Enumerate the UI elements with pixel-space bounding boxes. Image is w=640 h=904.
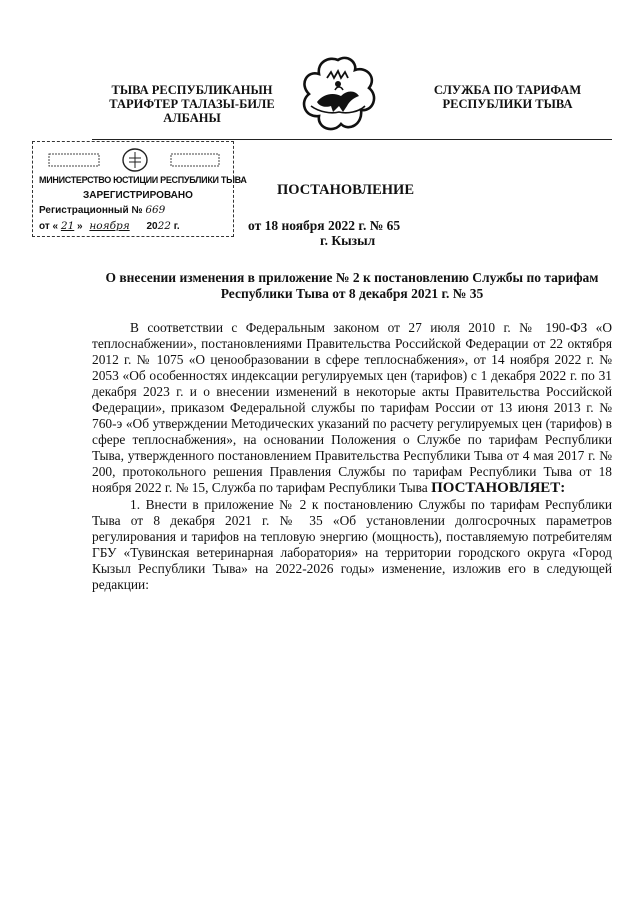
stamp-date-year: 22 <box>157 220 171 232</box>
stamp-emblem-icon <box>47 148 223 172</box>
stamp-registered: ЗАРЕГИСТРИРОВАНО <box>83 190 193 201</box>
tuva-emblem-icon <box>297 56 379 136</box>
stamp-reg-value: 669 <box>145 204 166 216</box>
item-1-paragraph: 1. Внести в приложение № 2 к постановлению Службы по тарифам Республики Тыва от 8 декабря 2021 г. № 35 «Об установлении долгосрочных параметров регулирования и тарифов на тепловую энергию (мощность), поставляемую потребителям ГБУ «Тувинская ветеринарная лаборатория» на территории городского округа «Город Кызыл Республики Тыва» на 2022-2026 годы» изменение, изложив его в следующей редакции: <box>92 496 612 592</box>
document-body <box>92 320 612 593</box>
decree-word: ПОСТАНОВЛЯЕТ: <box>431 480 566 497</box>
stamp-reg-label: Регистрационный № <box>39 205 143 216</box>
header-right-line: СЛУЖБА ПО ТАРИФАМ <box>433 83 582 97</box>
stamp-reg-number <box>39 204 165 216</box>
stamp-date-day: 21 <box>60 220 75 232</box>
stamp-date-mid: » <box>77 221 83 232</box>
header-left-line: АЛБАНЫ <box>163 111 221 125</box>
stamp-date-suffix: г. <box>173 221 180 232</box>
document-subject: О внесении изменения в приложение № 2 к постановлению Службы по тарифам Республики Тыва от 8 декабря 2021 г. № 35 <box>105 270 599 301</box>
header-left-title <box>92 83 292 125</box>
header-left-line: ТЫВА РЕСПУБЛИКАНЫН <box>111 83 273 97</box>
document-type: ПОСТАНОВЛЕНИЕ <box>277 182 415 198</box>
header-divider <box>92 139 612 140</box>
document-city: г. Кызыл <box>320 233 376 248</box>
stamp-date-year-prefix: 20 <box>146 221 158 232</box>
document-date-number: от 18 ноября 2022 г. № 65 <box>248 218 401 233</box>
header-left-line: ТАРИФТЕР ТАЛАЗЫ-БИЛЕ <box>109 97 275 111</box>
registration-stamp <box>32 141 247 237</box>
stamp-date <box>39 220 180 232</box>
stamp-ministry: МИНИСТЕРСТВО ЮСТИЦИИ РЕСПУБЛИКИ ТЫВА <box>39 175 247 185</box>
preamble-text: В соответствии с Федеральным законом от 27 июля 2010 г. № 190-ФЗ «О теплоснабжении», постановлениями Правительства Российской Федерации от 22 октября 2012 г. № 1075 «О ценообразовании в сфере теплоснабжения», от 14 ноября 2022 г. № 2053 «Об особенностях индексации регулируемых цен (тарифов) с 1 декабря 2022 г. по 31 декабря 2023 г. и о внесении изменений в некоторые акты Правительства Российской Федерации», приказом Федеральной службы по тарифам России от 13 июня 2013 г. № 760-э «Об утверждении Методических указаний по расчету регулируемых цен (тарифов) в сфере теплоснабжения», на основании Положения о Службе по тарифам Республики Тыва, утвержденного постановлением Правительства Республики Тыва от 4 мая 2017 г. № 200, протокольного решения Правления Службы по тарифам Республики Тыва от 18 ноября 2022 г. № 15, Служба по тарифам Республики Тыва <box>92 320 612 496</box>
header-right-line: РЕСПУБЛИКИ ТЫВА <box>442 97 573 111</box>
preamble-paragraph <box>92 320 612 497</box>
stamp-date-month: ноября <box>89 220 130 232</box>
header-right-title <box>420 83 595 111</box>
stamp-date-prefix: от « <box>39 221 59 232</box>
